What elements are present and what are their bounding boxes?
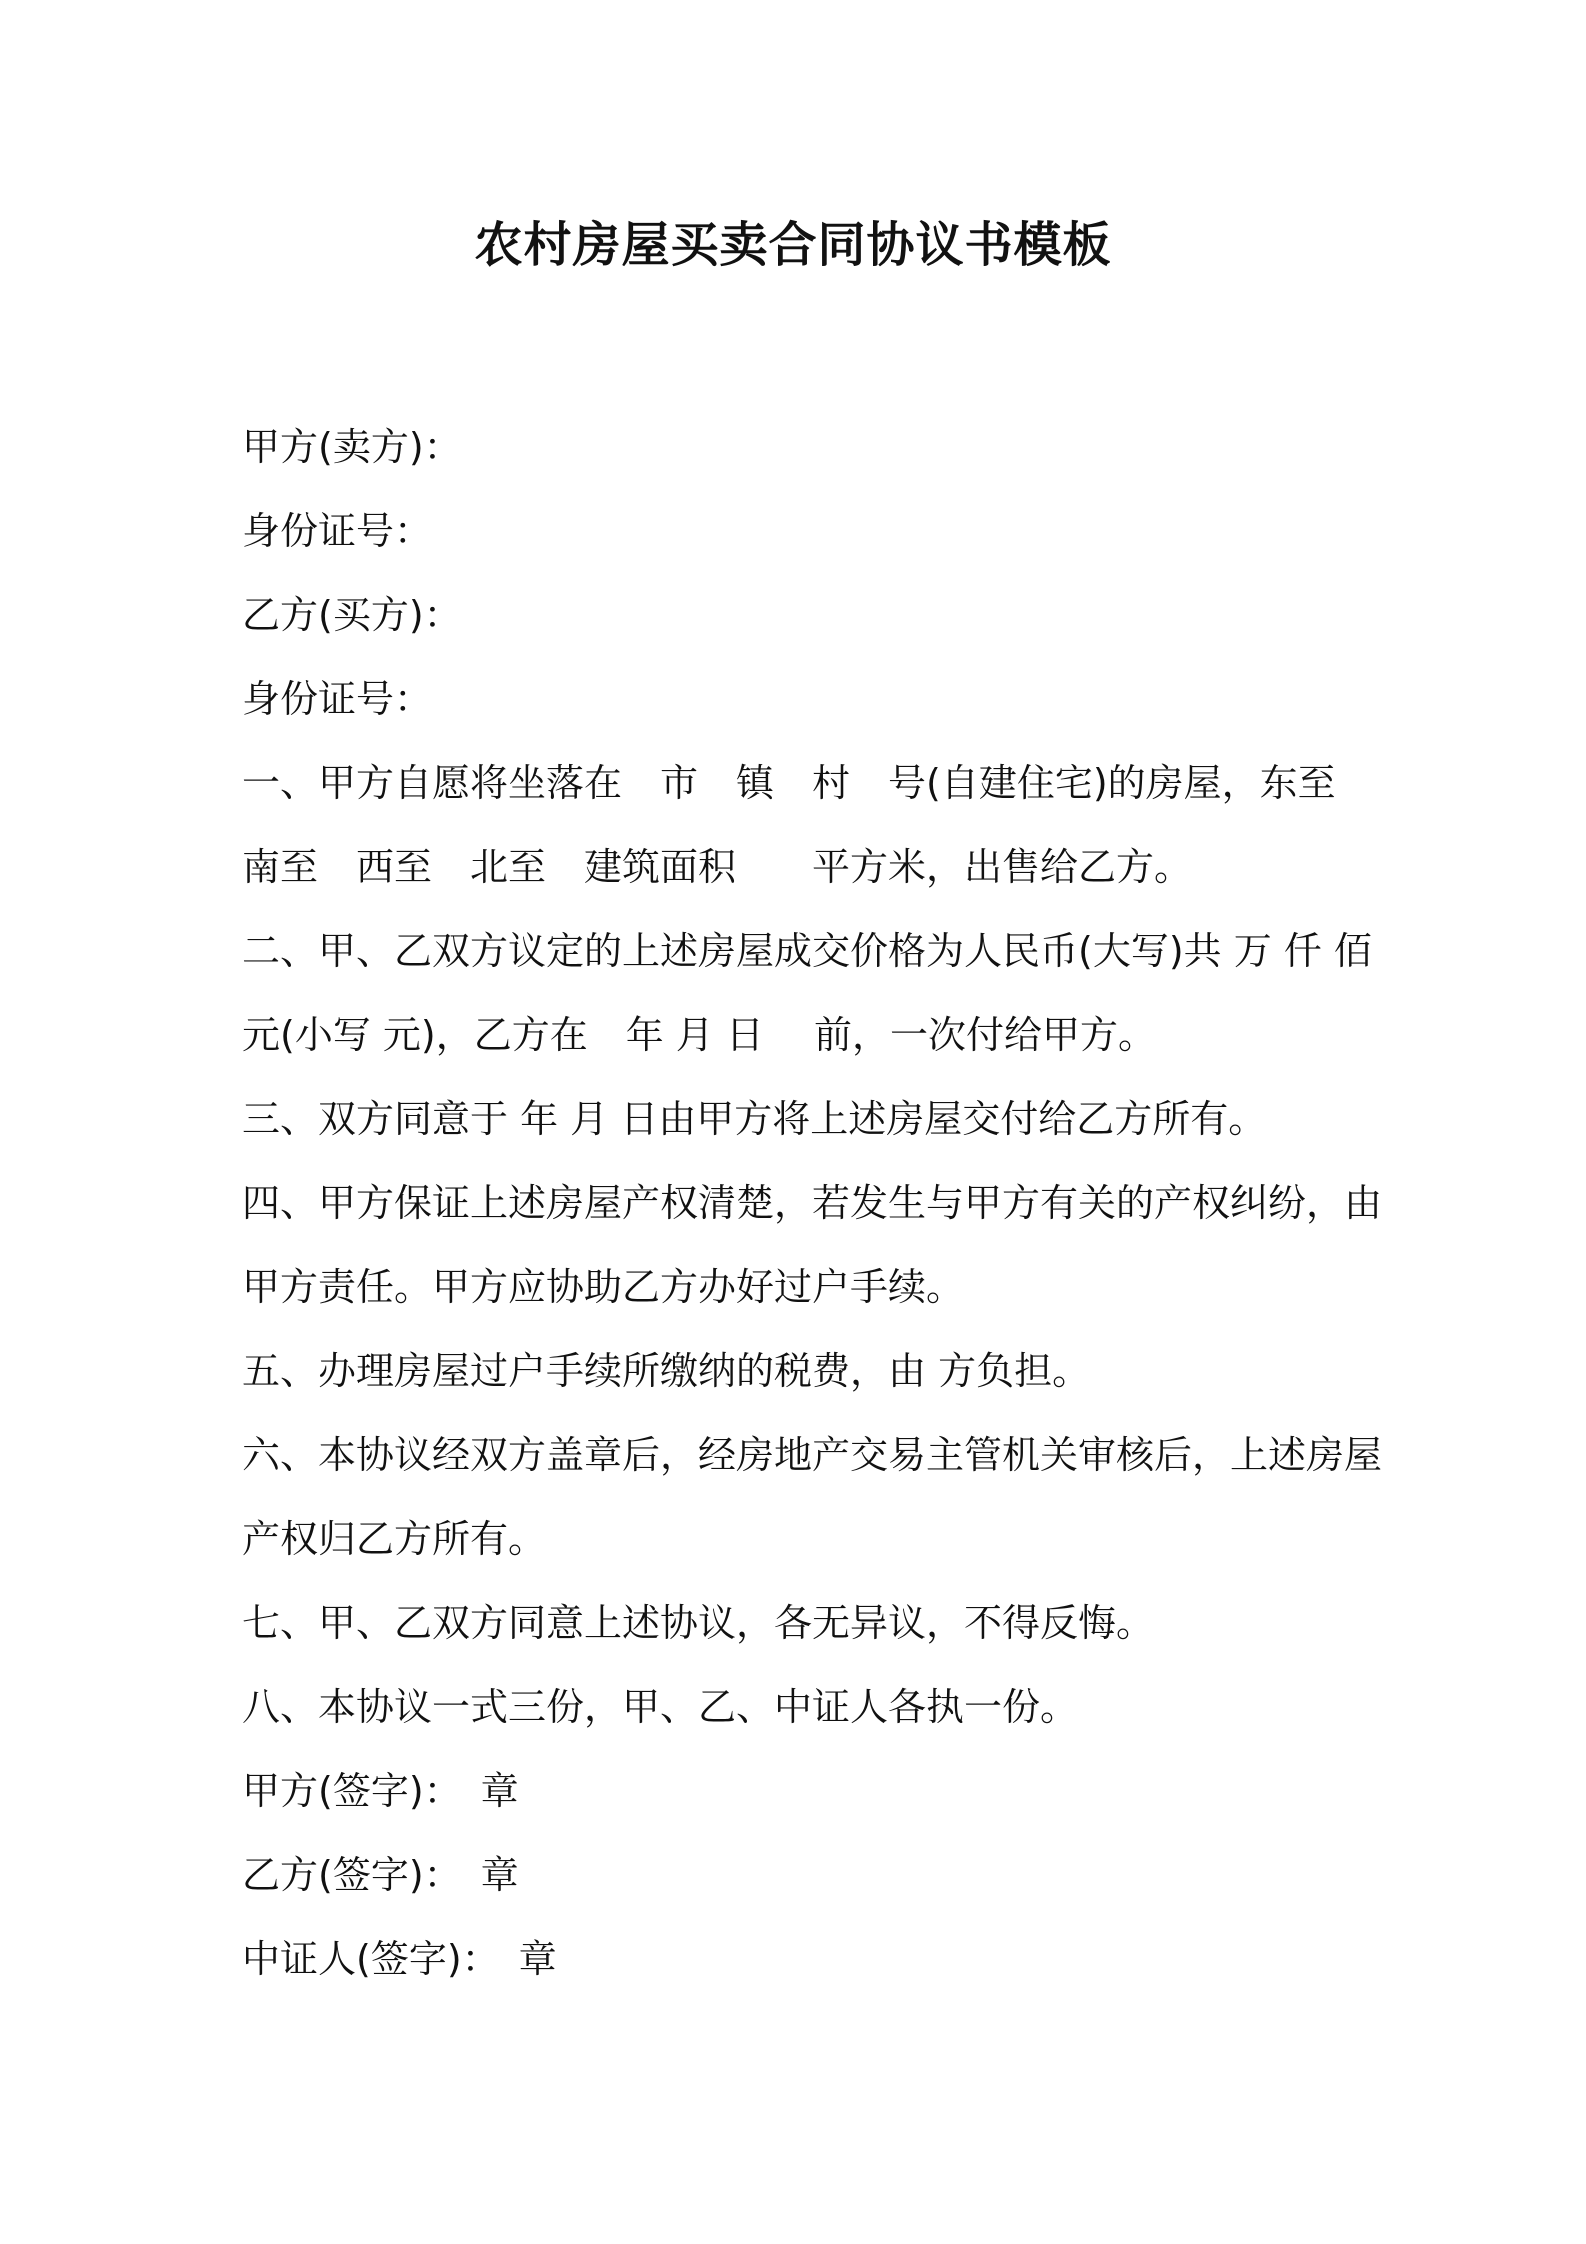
seller-id-line: 身份证号： [242,509,433,553]
witness-signature-line: 中证人(签字)： 章 [242,1937,557,1981]
clause-8-line: 八、本协议一式三份，甲、乙、中证人各执一份。 [242,1685,1079,1729]
clause-2-line-2: 元(小写 元)，乙方在 年 月 日 前，一次付给甲方。 [242,1013,1156,1057]
clause-1-line-1: 一、甲方自愿将坐落在 市 镇 村 号(自建住宅)的房屋，东至 [242,761,1336,805]
document-body [242,405,1383,2001]
clause-3-line: 三、双方同意于 年 月 日由甲方将上述房屋交付给乙方所有。 [242,1097,1267,1141]
clause-6-line-1: 六、本协议经双方盖章后，经房地产交易主管机关审核后，上述房屋 [242,1433,1383,1477]
clause-5-line: 五、办理房屋过户手续所缴纳的税费，由 方负担。 [242,1349,1091,1393]
seller-signature-line: 甲方(签字)： 章 [242,1769,519,1813]
buyer-id-line: 身份证号： [242,677,433,721]
clause-1-line-2: 南至 西至 北至 建筑面积 平方米，出售给乙方。 [242,845,1193,889]
document-title: 农村房屋买卖合同协议书模板 [474,217,1112,273]
buyer-line: 乙方(买方)： [242,593,462,637]
clause-2-line-1: 二、甲、乙双方议定的上述房屋成交价格为人民币(大写)共 万 仟 佰 [242,929,1372,973]
buyer-signature-line: 乙方(签字)： 章 [242,1853,519,1897]
clause-4-line-2: 甲方责任。甲方应协助乙方办好过户手续。 [242,1265,965,1309]
seller-line: 甲方(卖方)： [242,425,462,469]
clause-4-line-1: 四、甲方保证上述房屋产权清楚，若发生与甲方有关的产权纠纷，由 [242,1181,1383,1225]
clause-7-line: 七、甲、乙双方同意上述协议，各无异议，不得反悔。 [242,1601,1155,1645]
clause-6-line-2: 产权归乙方所有。 [242,1517,547,1561]
